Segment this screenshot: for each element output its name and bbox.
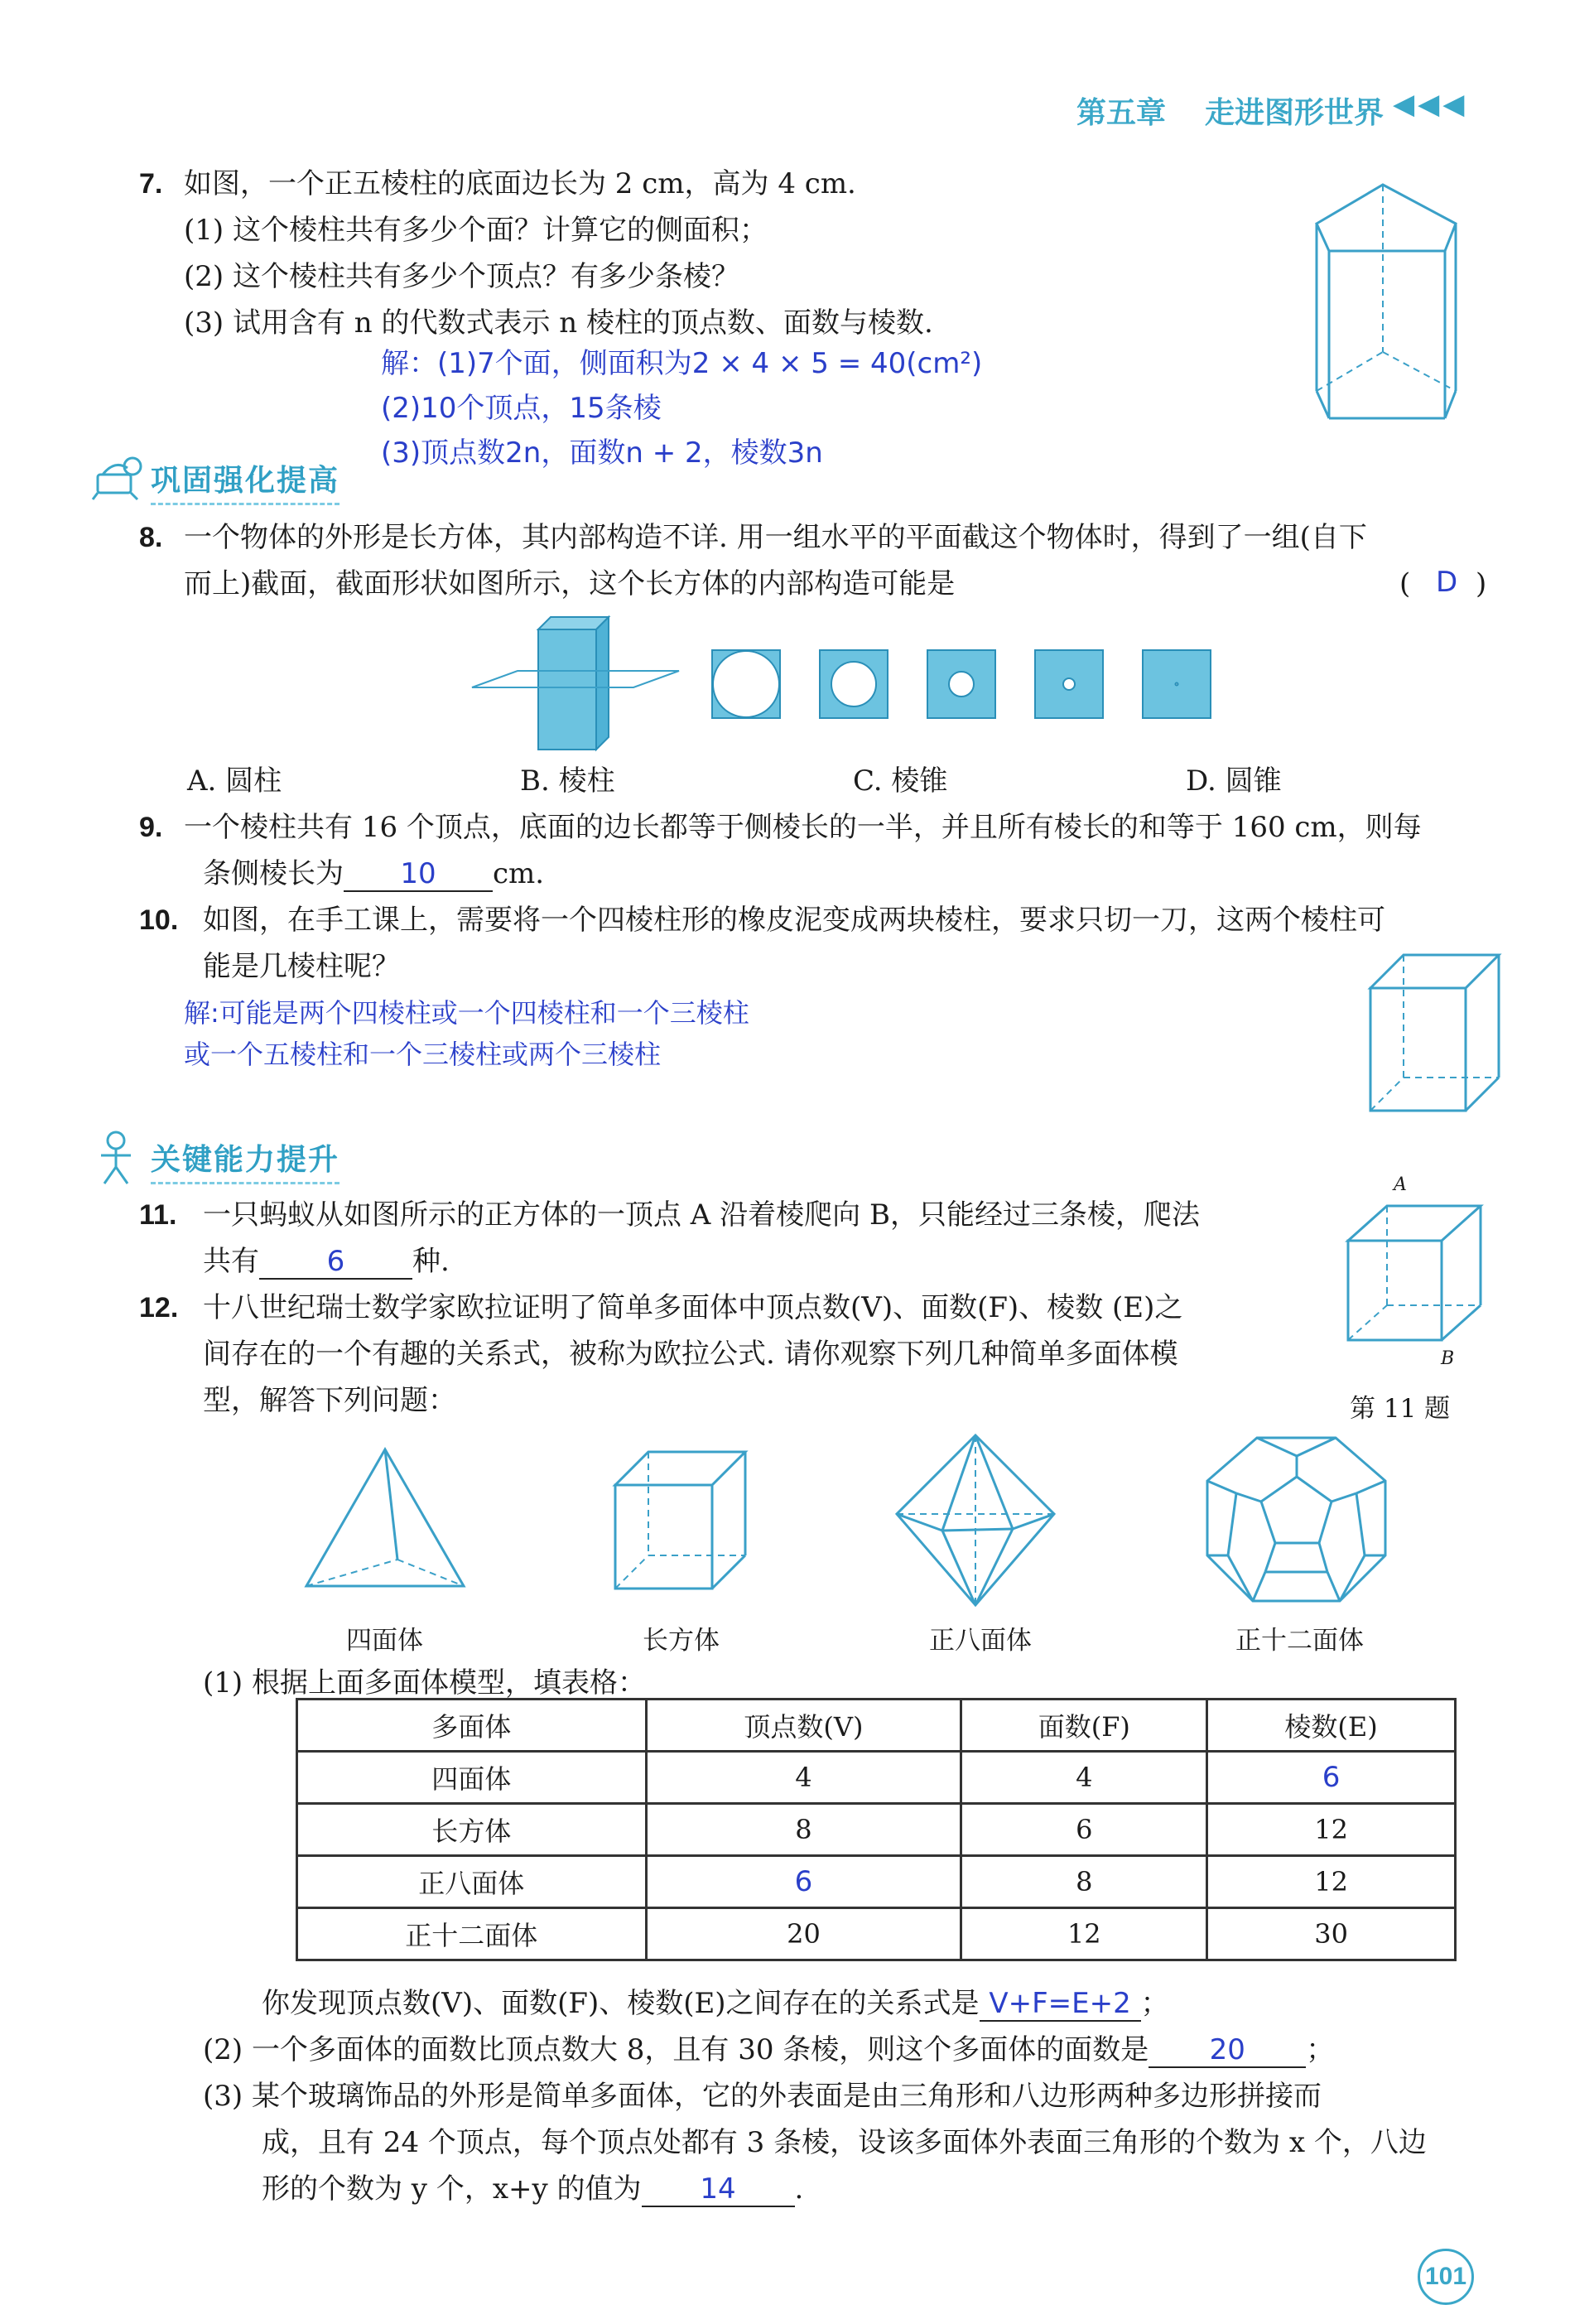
table-cell-answer: 6 <box>646 1856 961 1908</box>
q8-option-d: D. 圆锥 <box>1186 764 1282 798</box>
shape-label-cuboid: 长方体 <box>643 1626 720 1656</box>
q12-part3-line3 <box>262 2167 803 2211</box>
table-header: 顶点数(V) <box>646 1700 961 1752</box>
q8-paren-close: ) <box>1476 567 1487 600</box>
q12-part2-prefix: (2) 一个多面体的面数比顶点数大 8，且有 30 条棱，则这个多面体的面数是 <box>203 2033 1149 2066</box>
q7-answer2: (2)10个顶点，15条棱 <box>381 392 662 425</box>
q12-line3: 型，解答下列问题： <box>203 1384 456 1417</box>
table-header: 多面体 <box>297 1700 647 1752</box>
q12-part1: (1) 根据上面多面体模型，填表格： <box>203 1666 646 1700</box>
table-header: 棱数(E) <box>1207 1700 1456 1752</box>
table-cell: 4 <box>961 1752 1207 1804</box>
q8-option-b: B. 棱柱 <box>520 764 615 798</box>
table-cell: 8 <box>646 1804 961 1856</box>
dodecahedron-figure <box>1199 1431 1394 1609</box>
table-cell: 6 <box>961 1804 1207 1856</box>
table-cell-answer: 6 <box>1207 1752 1456 1804</box>
q11-line2 <box>203 1239 450 1284</box>
cube-figure <box>1341 1199 1486 1348</box>
section-title-key-ability: 关键能力提升 <box>151 1136 340 1184</box>
q11-label-a: A <box>1394 1174 1407 1195</box>
q7-part3: (3) 试用含有 n 的代数式表示 n 棱柱的顶点数、面数与棱数. <box>184 306 933 340</box>
table-cell: 四面体 <box>297 1752 647 1804</box>
q11-line2-suffix: 种. <box>412 1245 450 1278</box>
table-row <box>297 1908 1456 1960</box>
shape-label-octahedron: 正八面体 <box>929 1626 1032 1656</box>
table-header-row <box>297 1700 1456 1752</box>
table-header: 面数(F) <box>961 1700 1207 1752</box>
q11-number: 11. <box>139 1199 177 1231</box>
shape-label-dodecahedron: 正十二面体 <box>1235 1626 1364 1656</box>
q9-unit: cm. <box>493 857 545 890</box>
q9-line2 <box>203 851 544 896</box>
q7-number: 7. <box>139 168 163 200</box>
q12-part2-line <box>203 2027 1334 2072</box>
q10-answer1: 解:可能是两个四棱柱或一个四棱柱和一个三棱柱 <box>184 997 749 1029</box>
q12-number: 12. <box>139 1292 179 1324</box>
table-row <box>297 1856 1456 1908</box>
chapter-title: 走进图形世界 <box>1205 96 1385 130</box>
q12-relation-prefix: 你发现顶点数(V)、面数(F)、棱数(E)之间存在的关系式是 <box>262 1987 980 2020</box>
q11-label-b: B <box>1441 1348 1455 1369</box>
q8-paren-open: ( <box>1399 567 1411 600</box>
q12-part2-suffix: ； <box>1306 2033 1335 2066</box>
section-tools-icon <box>91 451 149 501</box>
q8-option-a: A. 圆柱 <box>187 764 282 798</box>
table-cell: 20 <box>646 1908 961 1960</box>
q9-answer-blank: 10 <box>344 857 493 892</box>
section-person-icon <box>91 1129 141 1187</box>
q12-part3-answer: 14 <box>642 2172 795 2207</box>
q9-line1: 一个棱柱共有 16 个顶点，底面的边长都等于侧棱长的一半，并且所有棱长的和等于 160 cm，则每 <box>184 811 1422 844</box>
q10-line2: 能是几棱柱呢？ <box>203 950 400 983</box>
q10-line1: 如图，在手工课上，需要将一个四棱柱形的橡皮泥变成两块棱柱，要求只切一刀，这两个棱柱可 <box>203 904 1385 937</box>
cuboid-figure <box>611 1448 756 1593</box>
q7-part1: (1) 这个棱柱共有多少个面？计算它的侧面积； <box>184 214 768 247</box>
table-cell: 12 <box>1207 1804 1456 1856</box>
table-cell: 12 <box>961 1908 1207 1960</box>
q11-answer-blank: 6 <box>259 1245 412 1280</box>
table-row <box>297 1804 1456 1856</box>
shape-label-tetrahedron: 四面体 <box>346 1626 423 1656</box>
table-cell: 正十二面体 <box>297 1908 647 1960</box>
q12-relation-line <box>262 1981 1169 2026</box>
chapter-label: 第五章 <box>1076 96 1167 130</box>
pentagonal-prism-figure <box>1308 178 1474 427</box>
q8-number: 8. <box>139 522 163 553</box>
table-cell: 4 <box>646 1752 961 1804</box>
q12-part3-prefix: 形的个数为 y 个，x+y 的值为 <box>262 2172 642 2206</box>
q12-part3-suffix: . <box>794 2172 804 2206</box>
q7-answer3: (3)顶点数2n，面数n + 2，棱数3n <box>381 436 823 470</box>
q12-part3-line2: 成，且有 24 个顶点，每个顶点处都有 3 条棱，设该多面体外表面三角形的个数为 x 个，八边 <box>262 2126 1427 2159</box>
table-cell: 8 <box>961 1856 1207 1908</box>
table-cell: 30 <box>1207 1908 1456 1960</box>
q7-part2: (2) 这个棱柱共有多少个顶点？有多少条棱？ <box>184 260 739 293</box>
table-row <box>297 1752 1456 1804</box>
q8-option-c: C. 棱锥 <box>853 764 948 798</box>
q8-answer: D <box>1436 566 1458 599</box>
q12-part3-line1: (3) 某个玻璃饰品的外形是简单多面体，它的外表面是由三角形和八边形两种多边形拼接而 <box>203 2080 1322 2113</box>
q12-line1: 十八世纪瑞士数学家欧拉证明了简单多面体中顶点数(V)、面数(F)、棱数 (E)之 <box>203 1291 1183 1324</box>
q12-relation-suffix: ； <box>1140 1987 1169 2020</box>
q8-line1: 一个物体的外形是长方体，其内部构造不详. 用一组水平的平面截这个物体时，得到了一组(自下 <box>184 521 1367 554</box>
page-number: 101 <box>1418 2249 1474 2305</box>
q7-stem: 如图，一个正五棱柱的底面边长为 2 cm，高为 4 cm. <box>184 167 856 200</box>
table-cell: 正八面体 <box>297 1856 647 1908</box>
table-cell: 长方体 <box>297 1804 647 1856</box>
q10-number: 10. <box>139 904 179 936</box>
octahedron-figure <box>893 1431 1058 1609</box>
q8-line2: 而上)截面，截面形状如图所示，这个长方体的内部构造可能是 <box>184 567 956 600</box>
section-title-consolidate: 巩固强化提高 <box>151 457 340 505</box>
q10-answer2: 或一个五棱柱和一个三棱柱或两个三棱柱 <box>184 1039 662 1070</box>
tetrahedron-figure <box>302 1445 468 1594</box>
q12-line2: 间存在的一个有趣的关系式，被称为欧拉公式. 请你观察下列几种简单多面体模 <box>203 1338 1178 1371</box>
polyhedra-table <box>296 1698 1457 1961</box>
q7-answer1: 解：(1)7个面，侧面积为2 × 4 × 5 = 40(cm²) <box>381 347 983 380</box>
q8-cross-section-figure <box>468 609 1230 754</box>
q11-line2-prefix: 共有 <box>203 1245 259 1278</box>
q11-caption: 第 11 题 <box>1350 1394 1451 1424</box>
table-cell: 12 <box>1207 1856 1456 1908</box>
q9-number: 9. <box>139 812 163 843</box>
q9-line2-prefix: 条侧棱长为 <box>203 857 344 890</box>
quad-prism-figure <box>1366 951 1507 1116</box>
chapter-arrows-icon: ◀◀◀ <box>1393 88 1468 121</box>
q11-line1: 一只蚂蚁从如图所示的正方体的一顶点 A 沿着棱爬向 B，只能经过三条棱，爬法 <box>203 1198 1200 1232</box>
q12-part2-answer: 20 <box>1149 2033 1306 2068</box>
q12-relation-answer: V+F=E+2 <box>980 1987 1141 2022</box>
